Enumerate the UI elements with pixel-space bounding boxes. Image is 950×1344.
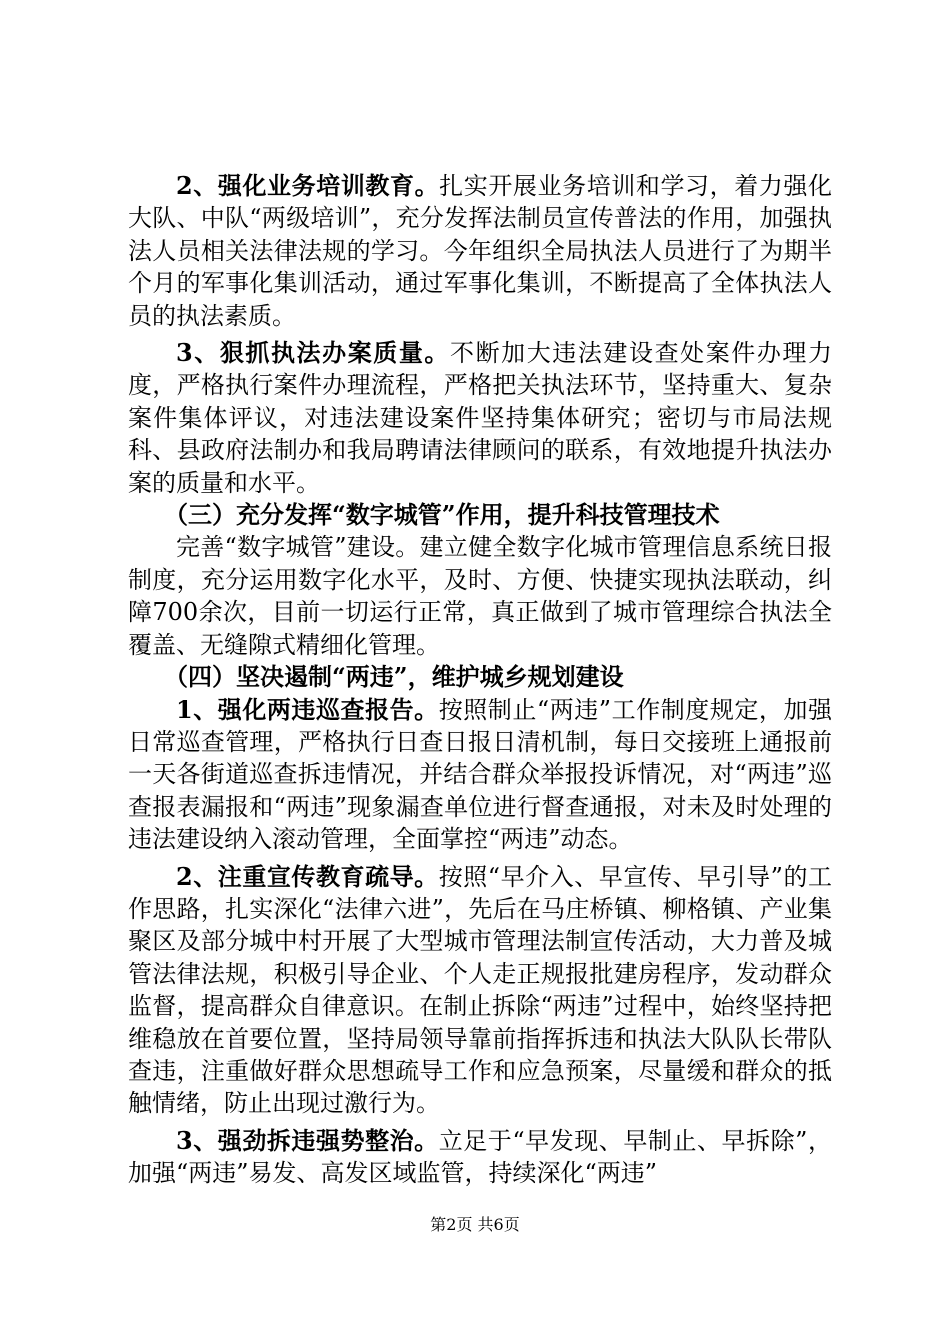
paragraph-text: 完善“数字城管”建设。建立健全数字化城市管理信息系统日报制度，充分运用数字化水平，及时、方便、快捷实现执法联动，纠障700余次，目前一切运行正常，真正做到了城市管理综合执法全覆盖、无缝隙式精细化管理。 bbox=[128, 533, 832, 659]
paragraph-text: 不断加大违法建设查处案件办理力度，严格执行案件办理流程，严格把关执法环节，坚持重大、复杂案件集体评议，对违法建设案件坚持集体研究；密切与市局法规科、县政府法制办和我局聘请法律顾问的联系，有效地提升执法办案的质量和水平。 bbox=[128, 339, 833, 497]
paragraph-lead: 2、注重宣传教育疏导。 bbox=[176, 861, 439, 891]
paragraph-publicity bbox=[128, 861, 832, 1120]
paragraph-digital-city bbox=[128, 531, 832, 661]
paragraph-text: 立足于“早发现、早制止、早拆除”，加强“两违”易发、高发区域监管，持续深化“两违” bbox=[128, 1126, 832, 1188]
page-number: 第2页 共6页 bbox=[430, 1215, 520, 1234]
paragraph-text: 按照“早介入、早宣传、早引导”的工作思路，扎实深化“法律六进”，先后在马庄桥镇、柳格镇、产业集聚区及部分城中村开展了大型城市管理法制宣传活动，大力普及城管法律法规，积极引导企业、个人走正规报批建房程序，发动群众监督，提高群众自律意识。在制止拆除“两违”过程中，始终坚持把维稳放在首要位置，坚持局领导靠前指挥拆违和执法大队队长带队查违，注重做好群众思想疏导工作和应急预案，尽量缓和群众的抵触情绪，防止出现过激行为。 bbox=[128, 862, 832, 1118]
section-heading-3: （三）充分发挥“数字城管”作用，提升科技管理技术 bbox=[164, 500, 720, 530]
paragraph-lead: 2、强化业务培训教育。 bbox=[176, 171, 440, 200]
paragraph-lead: 1、强化两违巡查报告。 bbox=[176, 694, 439, 724]
paragraph-text: 按照制止“两违”工作制度规定，加强日常巡查管理，严格执行日查日报日清机制，每日交接班上通报前一天各街道巡查拆违情况，并结合群众举报投诉情况，对“两违”巡查报表漏报和“两违”现象漏查单位进行督查通报，对未及时处理的违法建设纳入滚动管理，全面掌控“两违”动态。 bbox=[128, 695, 832, 854]
paragraph-patrol-report bbox=[128, 694, 832, 856]
section-heading-4: （四）坚决遏制“两违”，维护城乡规划建设 bbox=[164, 662, 624, 692]
paragraph-text: 扎实开展业务培训和学习，着力强化大队、中队“两级培训”，充分发挥法制员宣传普法的作用，加强执法人员相关法律法规的学习。今年组织全局执法人员进行了为期半个月的军事化集训活动，通过军事化集训，不断提高了全体执法人员的执法素质。 bbox=[128, 172, 832, 330]
paragraph-lead: 3、狠抓执法办案质量。 bbox=[176, 338, 450, 368]
paragraph-case-quality bbox=[128, 337, 832, 499]
paragraph-demolition bbox=[128, 1125, 832, 1190]
paragraph-lead: 3、强劲拆违强势整治。 bbox=[176, 1125, 439, 1155]
document-body bbox=[128, 170, 832, 1190]
paragraph-training bbox=[128, 170, 832, 332]
